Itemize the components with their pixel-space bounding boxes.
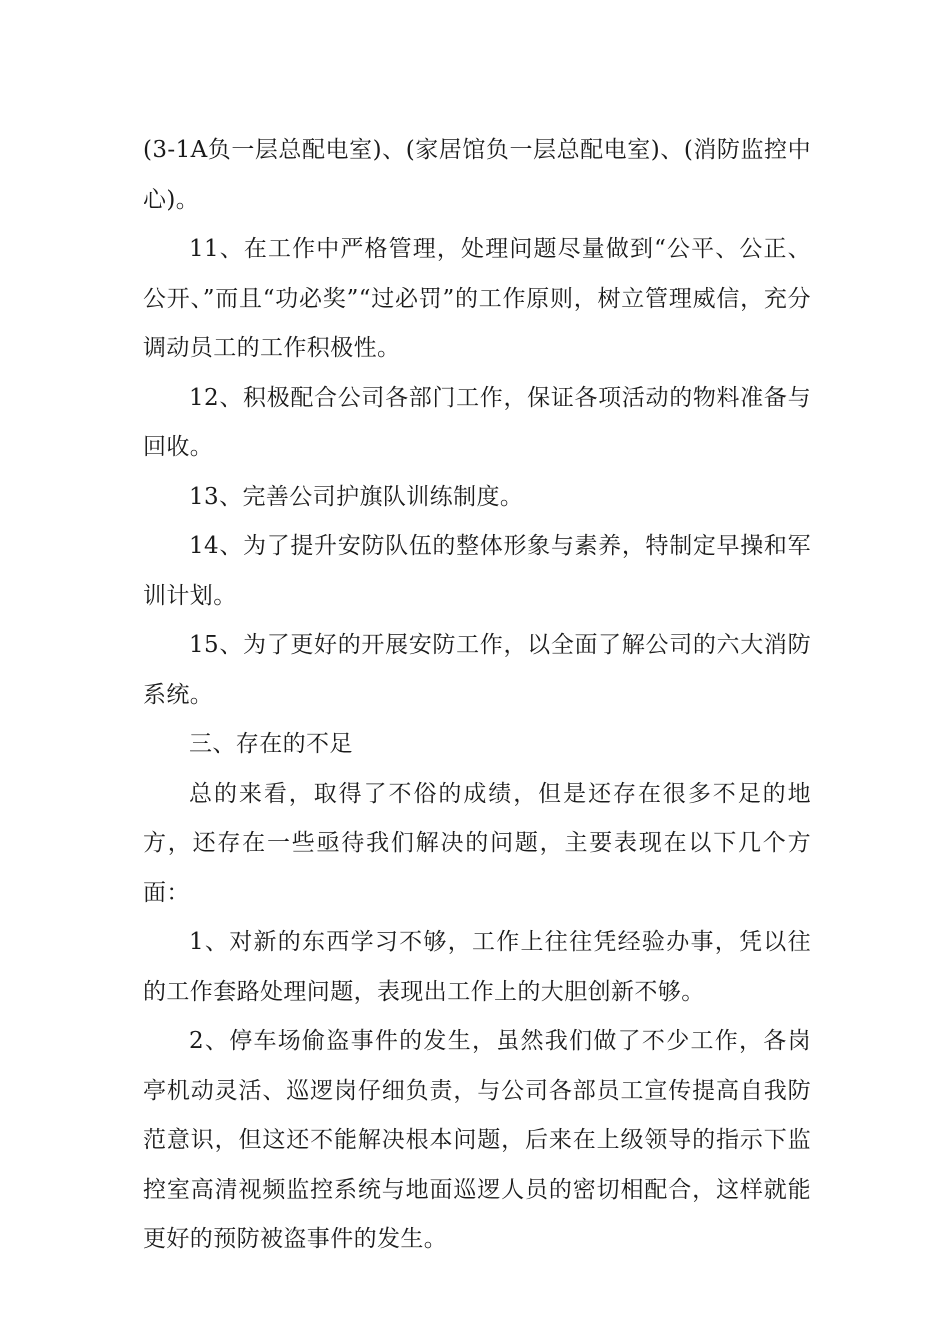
section-heading-shortcomings: 三、存在的不足 (189, 731, 353, 757)
paragraph-item-14: 14、为了提升安防队伍的整体形象与素养，特制定早操和军训计划。 (143, 533, 811, 609)
paragraph-summary: 总的来看，取得了不俗的成绩，但是还存在很多不足的地方，还存在一些亟待我们解决的问题，主要表现在以下几个方面： (143, 780, 811, 906)
paragraph-item-12: 12、积极配合公司各部门工作，保证各项活动的物料准备与回收。 (143, 384, 811, 460)
document-body (143, 126, 811, 1265)
paragraph-shortcoming-1: 1、对新的东西学习不够，工作上往往凭经验办事，凭以往的工作套路处理问题，表现出工作上的大胆创新不够。 (143, 929, 811, 1005)
paragraph-shortcoming-2: 2、停车场偷盗事件的发生，虽然我们做了不少工作，各岗亭机动灵活、巡逻岗仔细负责，与公司各部员工宣传提高自我防范意识，但这还不能解决根本问题，后来在上级领导的指示下监控室高清视频监控系统与地面巡逻人员的密切相配合，这样就能更好的预防被盗事件的发生。 (143, 1028, 811, 1252)
paragraph-item-15: 15、为了更好的开展安防工作，以全面了解公司的六大消防系统。 (143, 632, 811, 708)
paragraph-item-11: 11、在工作中严格管理，处理问题尽量做到“公平、公正、公开、”而且“功必奖”“过必罚”的工作原则，树立管理威信，充分调动员工的工作积极性。 (143, 236, 811, 361)
paragraph-continuation: (3-1A负一层总配电室)、(家居馆负一层总配电室)、(消防监控中心)。 (143, 137, 811, 213)
paragraph-item-13: 13、完善公司护旗队训练制度。 (189, 483, 524, 510)
